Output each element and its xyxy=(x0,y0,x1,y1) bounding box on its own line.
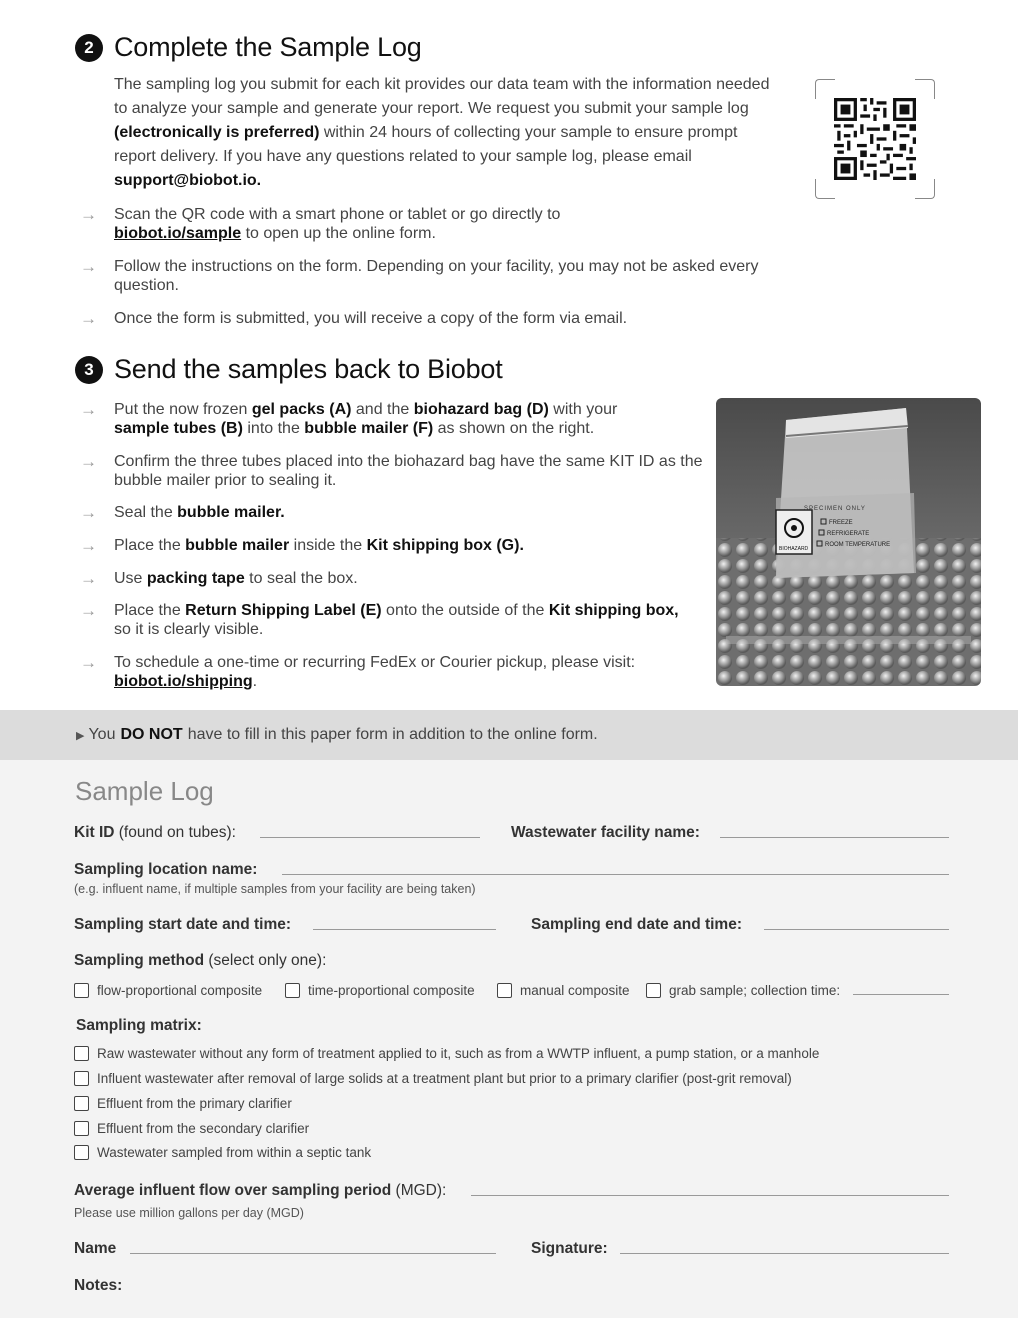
checkbox[interactable] xyxy=(497,983,512,998)
checkbox[interactable] xyxy=(74,1071,89,1086)
section-2-step-3: → Once the form is submitted, you will receive a copy of the form via email. xyxy=(80,309,628,328)
matrix-primary-effluent[interactable]: Effluent from the primary clarifier xyxy=(74,1096,292,1111)
qr-code[interactable] xyxy=(815,79,935,199)
online-form-notice: ▶ You DO NOT have to fill in this paper form in addition to the online form. xyxy=(0,710,1018,760)
section-3-step-1: → Put the now frozen gel packs (A) and the biohazard bag (D) with your sample tubes (B) into the bubble mailer (F) as shown on the right. xyxy=(80,400,618,437)
arrow-right-icon: → xyxy=(80,400,97,419)
average-flow-field[interactable] xyxy=(471,1195,949,1196)
section-2-title: Complete the Sample Log xyxy=(114,32,422,62)
arrow-right-icon: → xyxy=(80,257,97,276)
average-flow-hint: Please use million gallons per day (MGD) xyxy=(74,1206,304,1220)
sampling-location-hint: (e.g. influent name, if multiple samples from your facility are being taken) xyxy=(74,882,476,896)
photo-refrigerate-label: REFRIGERATE xyxy=(827,531,870,537)
arrow-right-icon: → xyxy=(80,452,97,471)
arrow-right-icon: → xyxy=(80,309,97,328)
sampling-start-label: Sampling start date and time: xyxy=(74,916,292,933)
collection-time-field[interactable] xyxy=(853,994,949,995)
kit-id-label: Kit ID (found on tubes): xyxy=(74,824,236,841)
photo-biohazard-label: BIOHAZARD xyxy=(779,546,809,552)
section-2-intro xyxy=(114,73,779,193)
sampling-location-field[interactable] xyxy=(282,874,949,875)
facility-name-field[interactable] xyxy=(720,837,949,838)
notes-label: Notes: xyxy=(74,1277,123,1294)
method-time-proportional[interactable]: time-proportional composite xyxy=(285,983,475,998)
checkbox[interactable] xyxy=(74,1145,89,1160)
matrix-secondary-effluent[interactable]: Effluent from the secondary clarifier xyxy=(74,1121,309,1136)
signature-field[interactable] xyxy=(620,1253,949,1254)
arrow-right-icon: → xyxy=(80,205,97,224)
section-3-step-7: → To schedule a one-time or recurring FedEx or Courier pickup, please visit: biobot.io/shipping. xyxy=(80,653,636,690)
arrow-right-icon: → xyxy=(80,569,97,588)
signature-label: Signature: xyxy=(531,1240,608,1257)
section-3-title: Send the samples back to Biobot xyxy=(114,354,503,384)
checkbox[interactable] xyxy=(285,983,300,998)
arrow-right-icon: → xyxy=(80,536,97,555)
matrix-influent-post-grit[interactable]: Influent wastewater after removal of large solids at a treatment plant but prior to a primary clarifier (post-grit removal) xyxy=(74,1071,792,1086)
photo-room-temp-label: ROOM TEMPERATURE xyxy=(825,542,891,548)
section-2-step-1: → Scan the QR code with a smart phone or tablet or go directly to biobot.io/sample to open up the online form. xyxy=(80,205,561,242)
intro-text-2: within 24 hours of collecting your sample to ensure prompt report delivery. If you have any questions related to your sample log, please email xyxy=(114,124,738,165)
name-field[interactable] xyxy=(130,1253,496,1254)
section-3-step-4: → Place the bubble mailer inside the Kit shipping box (G). xyxy=(80,536,524,555)
method-flow-proportional[interactable]: flow-proportional composite xyxy=(74,983,262,998)
section-3-step-6: → Place the Return Shipping Label (E) onto the outside of the Kit shipping box, so it is clearly visible. xyxy=(80,601,679,638)
section-3-header xyxy=(75,354,503,385)
section-3-step-5: → Use packing tape to seal the box. xyxy=(80,569,358,588)
sampling-location-label: Sampling location name: xyxy=(74,861,258,878)
sample-form-link[interactable]: biobot.io/sample xyxy=(114,225,242,242)
sampling-end-field[interactable] xyxy=(764,929,949,930)
method-manual-composite[interactable]: manual composite xyxy=(497,983,630,998)
section-3-step-3: → Seal the bubble mailer. xyxy=(80,503,285,522)
qr-code-icon xyxy=(834,98,916,180)
arrow-right-icon: → xyxy=(80,601,97,620)
intro-text-1: The sampling log you submit for each kit provides our data team with the information needed to analyze your sample and generate your report. We request you submit your sample log xyxy=(114,76,770,117)
sampling-method-label: Sampling method (select only one): xyxy=(74,952,327,969)
kit-id-field[interactable] xyxy=(260,837,480,838)
sample-log-form xyxy=(0,760,1018,1318)
support-email[interactable]: support@biobot.io. xyxy=(114,172,262,189)
matrix-raw-wastewater[interactable]: Raw wastewater without any form of treatment applied to it, such as from a WWTP influent, a pump station, or a manhole xyxy=(74,1046,819,1061)
sampling-matrix-label: Sampling matrix: xyxy=(76,1017,202,1034)
checkbox[interactable] xyxy=(74,1046,89,1061)
checkbox[interactable] xyxy=(646,983,661,998)
sampling-start-field[interactable] xyxy=(313,929,496,930)
photo-freeze-label: FREEZE xyxy=(829,520,853,526)
facility-name-label: Wastewater facility name: xyxy=(511,824,700,841)
shipping-link[interactable]: biobot.io/shipping xyxy=(114,673,253,690)
triangle-right-icon: ▶ xyxy=(76,729,85,742)
name-label: Name xyxy=(74,1240,117,1257)
section-3-number: 3 xyxy=(75,356,103,384)
checkbox[interactable] xyxy=(74,1121,89,1136)
average-flow-label: Average influent flow over sampling period (MGD): xyxy=(74,1182,447,1199)
sample-log-title: Sample Log xyxy=(75,776,214,806)
section-2-step-2: → Follow the instructions on the form. Depending on your facility, you may not be asked every question. xyxy=(80,257,759,294)
section-2-number: 2 xyxy=(75,34,103,62)
sampling-end-label: Sampling end date and time: xyxy=(531,916,742,933)
method-grab-sample[interactable]: grab sample; collection time: xyxy=(646,983,840,998)
section-2-header xyxy=(75,32,422,63)
bubble-mailer-photo xyxy=(716,398,981,686)
arrow-right-icon: → xyxy=(80,503,97,522)
arrow-right-icon: → xyxy=(80,653,97,672)
section-3-step-2: → Confirm the three tubes placed into the biohazard bag have the same KIT ID as the bubble mailer prior to sealing it. xyxy=(80,452,703,489)
checkbox[interactable] xyxy=(74,983,89,998)
photo-specimen-label: SPECIMEN ONLY xyxy=(804,506,866,512)
checkbox[interactable] xyxy=(74,1096,89,1111)
intro-bold: (electronically is preferred) xyxy=(114,124,320,141)
matrix-septic-tank[interactable]: Wastewater sampled from within a septic tank xyxy=(74,1145,371,1160)
